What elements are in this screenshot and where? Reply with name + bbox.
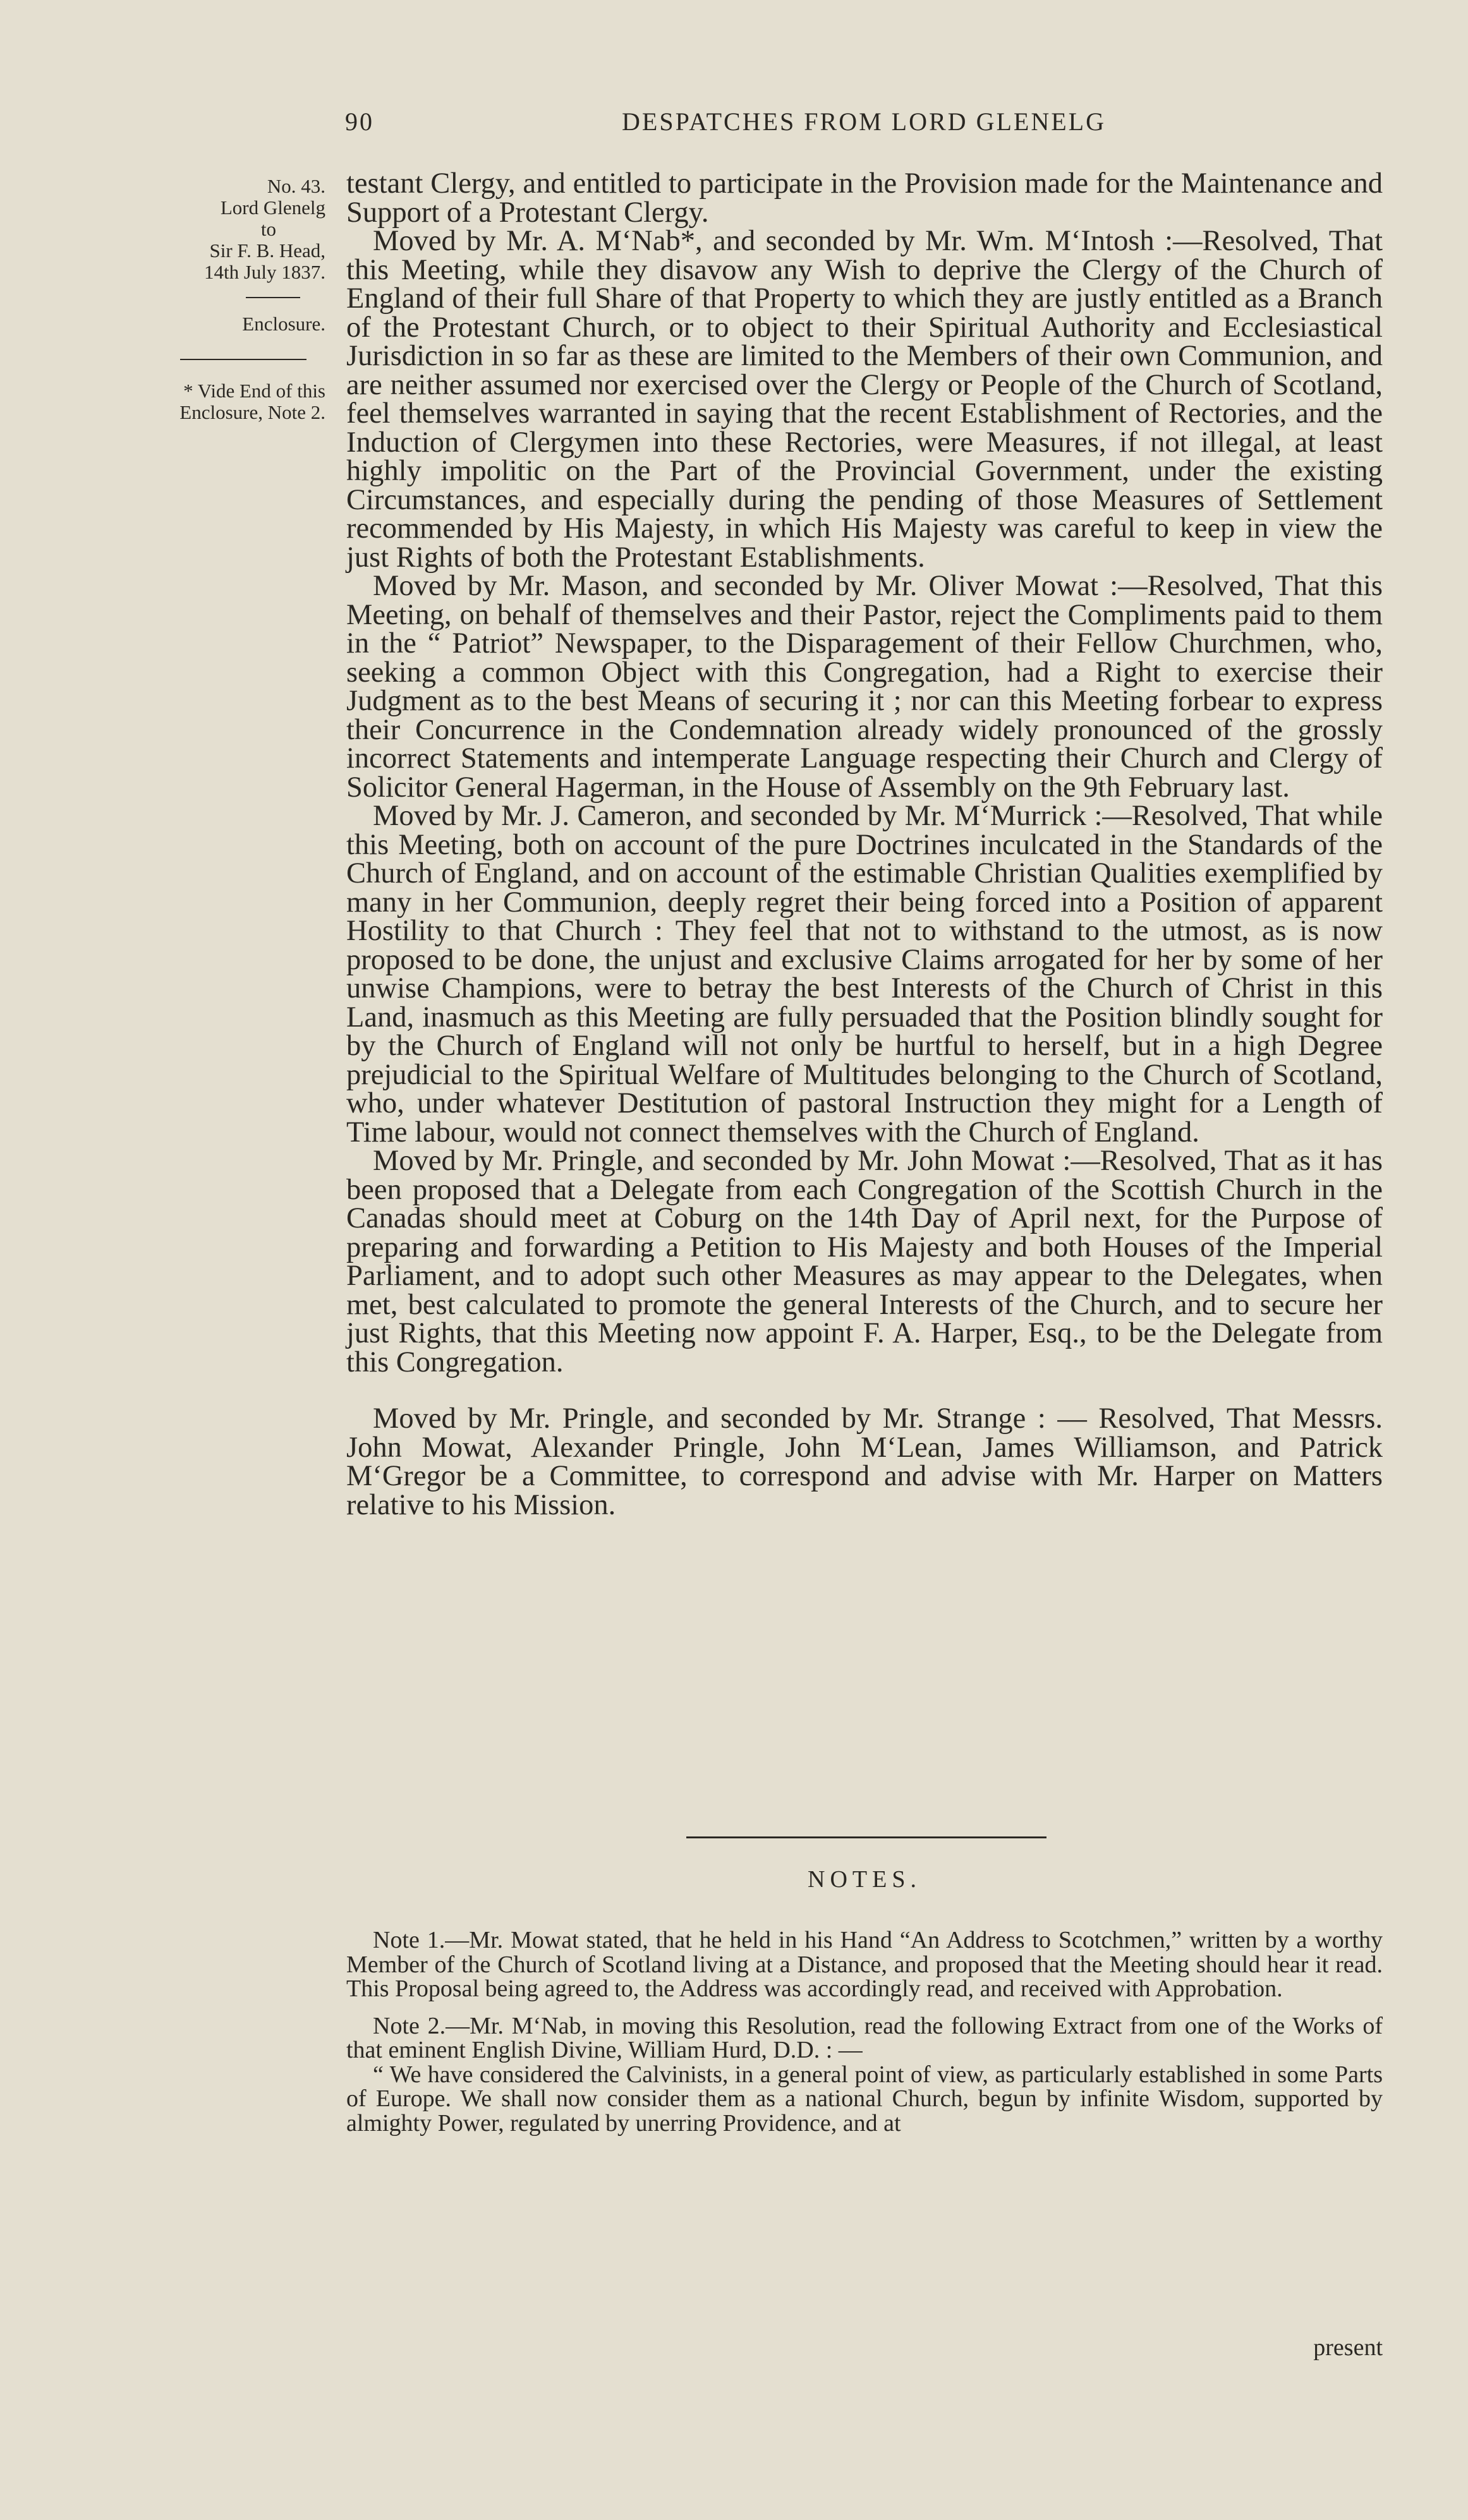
margin-footnote: Enclosure, Note 2. <box>179 401 325 423</box>
catchword: present <box>1313 2334 1383 2361</box>
margin-line: Lord Glenelg <box>220 196 325 219</box>
enclosure-label: Enclosure. <box>242 313 325 335</box>
margin-line: to <box>260 218 276 240</box>
running-title: DESPATCHES FROM LORD GLENELG <box>622 107 1106 136</box>
margin-line: Sir F. B. Head, <box>209 239 325 262</box>
margin-divider <box>180 359 306 360</box>
section-divider <box>686 1836 1046 1838</box>
body-text <box>346 169 1383 1519</box>
paragraph: Moved by Mr. J. Cameron, and seconded by Mr. M‘Murrick :—Resolved, That while this Meeting, both on account of the pure Doctrines inculcated in the Standards of the Church of England, and on account of the estimable Christian Qualities exemplified by many in her Communion, deeply regret their being forced into a Position of apparent Hostility to that Church : They feel that not to withstand to the utmost, as is now proposed to be done, the unjust and exclusive Claims arrogated for her by some of her unwise Champions, were to betray the best Interests of the Church of Christ in this Land, inasmuch as this Meeting are fully persuaded that the Position blindly sought for by the Church of England will not only be hurtful to herself, but in a high Degree prejudicial to the Spiritual Welfare of Multitudes belonging to the Church of Scotland, who, under whatever Destitution of pastoral Instruction they might for a Length of Time labour, would not connect themselves with the Church of England. <box>346 800 1383 1148</box>
note-paragraph: “ We have considered the Calvinists, in a general point of view, as particularly established in some Parts of Europe. We shall now consider them as a national Church, begun by infinite Wisdom, supported by almighty Power, regulated by unerring Providence, and at <box>346 2061 1383 2137</box>
paragraph: Moved by Mr. Pringle, and seconded by Mr. Strange : — Resolved, That Messrs. John Mowat, Alexander Pringle, John M‘Lean, James Williamson, and Patrick M‘Gregor be a Committee, to correspond and advise with Mr. Harper on Matters relative to his Mission. <box>346 1402 1383 1521</box>
margin-divider <box>246 297 300 298</box>
paragraph: Moved by Mr. A. M‘Nab*, and seconded by Mr. Wm. M‘Intosh :—Resolved, That this Meeting, while they disavow any Wish to deprive the Clergy of the Church of England of their full Share of that Property to which they are justly entitled as a Branch of the Protestant Church, or to object to their Spiritual Authority and Ecclesiastical Jurisdiction in so far as these are limited to the Members of their own Communion, and are neither assumed nor exercised over the Clergy or People of the Church of Scotland, feel themselves warranted in saying that the recent Establishment of Rectories, and the Induction of Clergymen into these Rectories, were Measures, if not illegal, at least highly impolitic on the Part of the Provincial Government, under the existing Circumstances, and especially during the pending of those Measures of Settlement recommended by His Majesty, in which His Majesty was careful to keep in view the just Rights of both the Protestant Establishments. <box>346 225 1383 574</box>
paragraph: Moved by Mr. Mason, and seconded by Mr. Oliver Mowat :—Resolved, That this Meeting, on behalf of themselves and their Pastor, reject the Compliments paid to them in the “ Patriot” Newspaper, to the Disparagement of their Fellow Churchmen, who, seeking a common Object with this Congregation, had a Right to exercise their Judgment as to the best Means of securing it ; nor can this Meeting forbear to express their Concurrence in the Condemnation already widely pronounced of the grossly incorrect Statements and intemperate Language respecting their Church and Clergy of Solicitor General Hagerman, in the House of Assembly on the 9th February last. <box>346 570 1383 804</box>
margin-note <box>158 176 325 423</box>
note-paragraph: Note 2.—Mr. M‘Nab, in moving this Resolution, read the following Extract from one of the Works of that eminent English Divine, William Hurd, D.D. : — <box>346 2012 1383 2063</box>
paragraph: Moved by Mr. Pringle, and seconded by Mr. John Mowat :—Resolved, That as it has been proposed that a Delegate from each Congregation of the Scottish Church in the Canadas should meet at Coburg on the 14th Day of April next, for the Purpose of preparing and forwarding a Petition to His Majesty and both Houses of the Imperial Parliament, and to adopt such other Measures as may appear to the Delegates, when met, best calculated to promote the general Interests of the Church, and to secure her just Rights, that this Meeting now appoint F. A. Harper, Esq., to be the Delegate from this Congregation. <box>346 1145 1383 1378</box>
notes-text <box>346 1928 1383 2135</box>
margin-line: 14th July 1837. <box>203 261 325 283</box>
paragraph: testant Clergy, and entitled to participate in the Provision made for the Maintenance and Support of a Protestant Clergy. <box>346 167 1383 229</box>
margin-line: No. 43. <box>267 175 325 197</box>
notes-heading: NOTES. <box>808 1866 921 1893</box>
page-number: 90 <box>345 107 374 136</box>
note-paragraph: Note 1.—Mr. Mowat stated, that he held in his Hand “An Address to Scotchmen,” written by a worthy Member of the Church of Scotland living at a Distance, and proposed that the Meeting should hear it read. This Proposal being agreed to, the Address was accordingly read, and received with Approbation. <box>346 1927 1383 2002</box>
margin-footnote: * Vide End of this <box>183 380 325 402</box>
